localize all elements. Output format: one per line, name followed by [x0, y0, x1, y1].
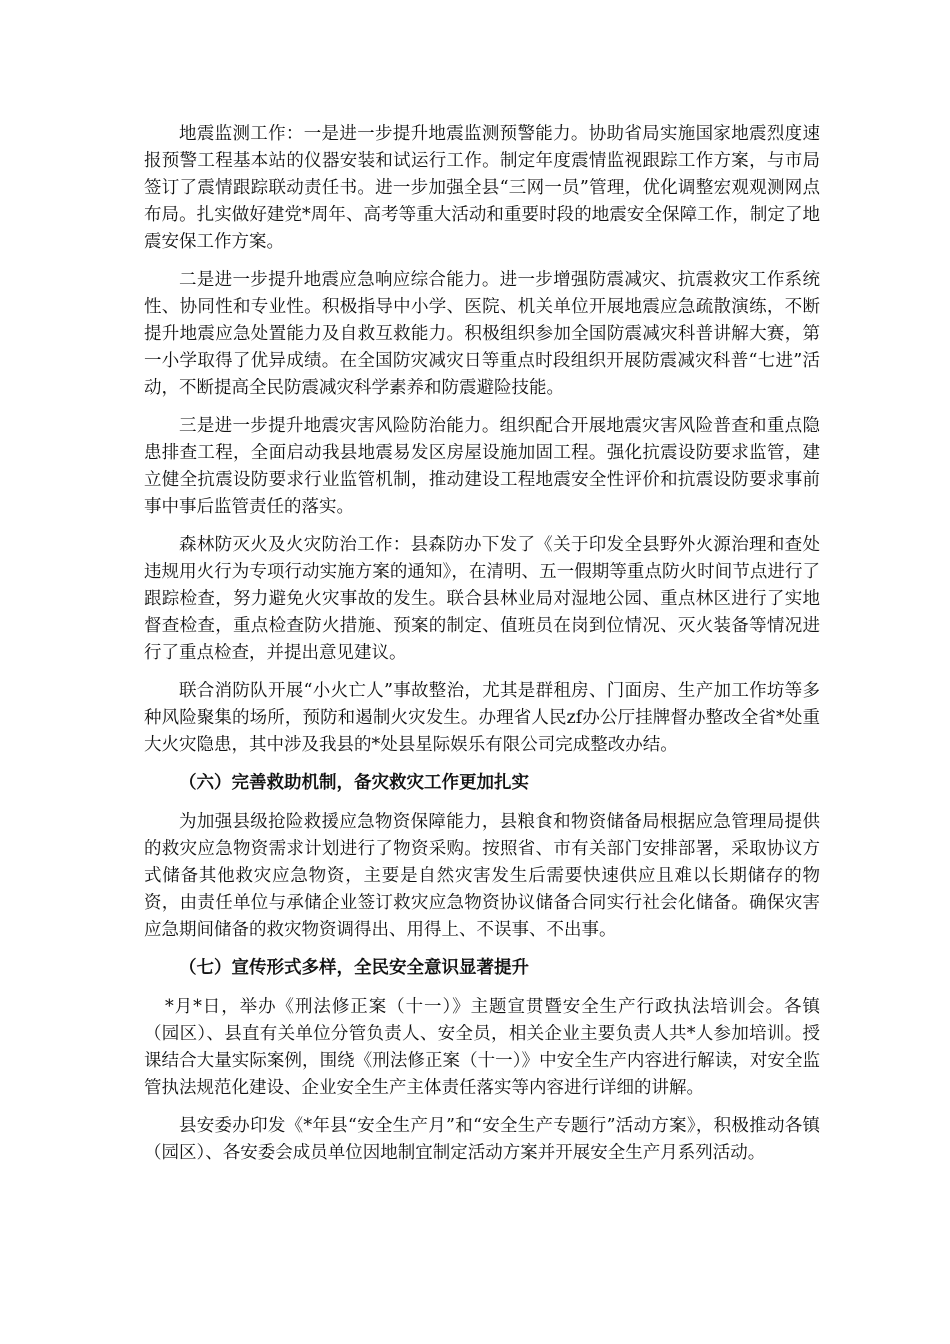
section-heading-7: （七）宣传形式多样，全民安全意识显著提升: [179, 958, 529, 978]
paragraph-fire-remediation: 联合消防队开展“小火亡人”事故整治，尤其是群租房、门面房、生产加工作坊等多种风险聚集的场所，预防和遏制火灾发生。办理省人民zf办公厅挂牌督办整改全省*处重大火灾隐患，其中涉及我县的*处县星际娱乐有限公司完成整改办结。: [144, 681, 820, 755]
paragraph-relief-supplies: 为加强县级抢险救援应急物资保障能力，县粮食和物资储备局根据应急管理局提供的救灾应急物资需求计划进行了物资采购。按照省、市有关部门安排部署，采取协议方式储备其他救灾应急物资，主要是自然灾害发生后需要快速供应且难以长期储存的物资，由责任单位与承储企业签订救灾应急物资协议储备合同实行社会化储备。确保灾害应急期间储备的救灾物资调得出、用得上、不误事、不出事。: [144, 812, 820, 940]
paragraph-safety-month: 县安委办印发《*年县“安全生产月”和“安全生产专题行”活动方案》，积极推动各镇（园区）、各安委会成员单位因地制宜制定活动方案并开展安全生产月系列活动。: [144, 1116, 820, 1163]
paragraph-earthquake-monitoring: 地震监测工作：一是进一步提升地震监测预警能力。协助省局实施国家地震烈度速报预警工程基本站的仪器安装和试运行工作。制定年度震情监视跟踪工作方案，与市局签订了震情跟踪联动责任书。进一步加强全县“三网一员”管理，优化调整宏观观测网点布局。扎实做好建党*周年、高考等重大活动和重要时段的地震安全保障工作，制定了地震安保工作方案。: [144, 124, 820, 252]
paragraph-training: *月*日，举办《刑法修正案（十一）》主题宣贯暨安全生产行政执法培训会。各镇（园区）、县直有关单位分管负责人、安全员，相关企业主要负责人共*人参加培训。授课结合大量实际案例，围绕《刑法修正案（十一）》中安全生产内容进行解读，对安全监管执法规范化建设、企业安全生产主体责任落实等内容进行详细的讲解。: [144, 997, 820, 1098]
paragraph-earthquake-emergency: 二是进一步提升地震应急响应综合能力。进一步增强防震减灾、抗震救灾工作系统性、协同性和专业性。积极指导中小学、医院、机关单位开展地震应急疏散演练，不断提升地震应急处置能力及自救互救能力。积极组织参加全国防震减灾科普讲解大赛，第一小学取得了优异成绩。在全国防灾减灾日等重点时段组织开展防震减灾科普“七进”活动，不断提高全民防震减灾科学素养和防震避险技能。: [144, 270, 820, 398]
section-heading-6: （六）完善救助机制，备灾救灾工作更加扎实: [179, 773, 529, 793]
paragraph-earthquake-risk: 三是进一步提升地震灾害风险防治能力。组织配合开展地震灾害风险普查和重点隐患排查工程，全面启动我县地震易发区房屋设施加固工程。强化抗震设防要求监管，建立健全抗震设防要求行业监管机制，推动建设工程地震安全性评价和抗震设防要求事前事中事后监管责任的落实。: [144, 416, 820, 517]
paragraph-forest-fire: 森林防灭火及火灾防治工作：县森防办下发了《关于印发全县野外火源治理和查处违规用火行为专项行动实施方案的通知》，在清明、五一假期等重点防火时间节点进行了跟踪检查，努力避免火灾事故的发生。联合县林业局对湿地公园、重点林区进行了实地督查检查，重点检查防火措施、预案的制定、值班员在岗到位情况、灭火装备等情况进行了重点检查，并提出意见建议。: [144, 535, 820, 663]
document-body: [144, 121, 820, 1178]
